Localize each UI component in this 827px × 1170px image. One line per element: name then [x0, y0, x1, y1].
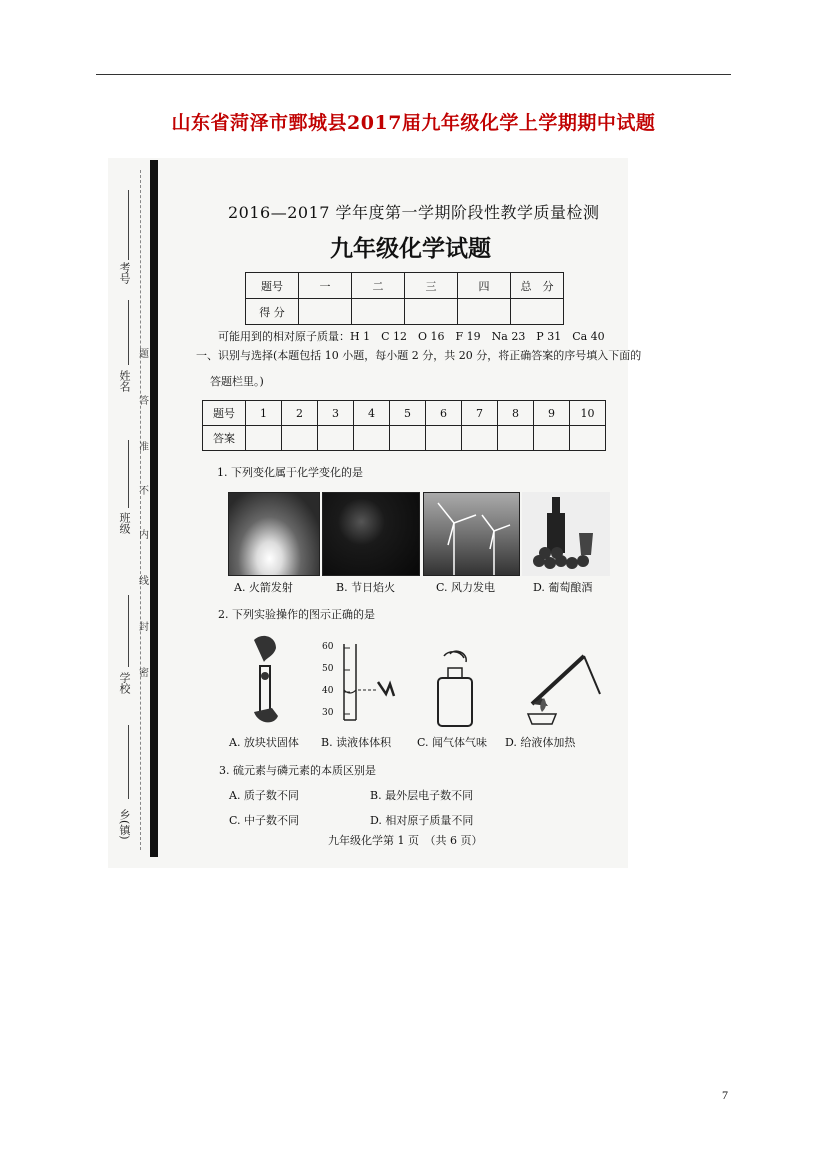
atomic-masses: 可能用到的相对原子质量：H 1 C 12 O 16 F 19 Na 23 P 31 Ca 40 [218, 330, 605, 343]
score-table-header: 四 [458, 273, 511, 299]
cylinder-tick-label: 50 [322, 664, 334, 674]
answer-cell [354, 426, 390, 451]
section1-instructions-cont: 答题栏里。) [210, 375, 264, 388]
answer-cell [246, 426, 282, 451]
score-row-label: 得 分 [246, 299, 299, 325]
answer-cell [462, 426, 498, 451]
seal-char: 封 [139, 622, 149, 633]
binding-margin-line [150, 160, 158, 857]
margin-field-class: 班级 [118, 512, 131, 534]
question-number: 6 [426, 401, 462, 426]
question-1-text: 1. 下列变化属于化学变化的是 [217, 466, 363, 479]
score-cell [458, 299, 511, 325]
header-rule [96, 74, 731, 75]
township-line [128, 725, 129, 799]
question-3-text: 3. 硫元素与磷元素的本质区别是 [219, 764, 376, 777]
question-number: 9 [534, 401, 570, 426]
exam-page-footer: 九年级化学第 1 页 （共 6 页） [328, 834, 483, 847]
class-line [128, 440, 129, 508]
score-table-header: 一 [299, 273, 352, 299]
school-line [128, 595, 129, 667]
answer-row-label: 答案 [203, 426, 246, 451]
answer-cell [570, 426, 606, 451]
question-number: 2 [282, 401, 318, 426]
score-table-header: 题号 [246, 273, 299, 299]
q2-option-c: C. 闻气体气味 [417, 736, 488, 749]
q3-option-d: D. 相对原子质量不同 [370, 814, 474, 827]
exam-number-line [128, 190, 129, 260]
exam-subtitle: 2016—2017 学年度第一学期阶段性教学质量检测 [228, 203, 600, 222]
question-number: 3 [318, 401, 354, 426]
question-number: 8 [498, 401, 534, 426]
seal-char: 准 [139, 442, 149, 453]
q1-option-a: A. 火箭发射 [234, 581, 293, 594]
answer-table-header: 题号 [203, 401, 246, 426]
margin-field-name: 姓名 [118, 370, 131, 392]
page-number: 7 [722, 1088, 728, 1102]
q3-option-b: B. 最外层电子数不同 [370, 789, 474, 802]
seal-char: 题 [139, 349, 149, 360]
answer-cell [318, 426, 354, 451]
answer-cell [498, 426, 534, 451]
seal-char: 不 [139, 486, 149, 497]
score-cell [352, 299, 405, 325]
q2-option-b: B. 读液体体积 [321, 736, 392, 749]
seal-char: 线 [139, 576, 149, 587]
seal-char: 答 [139, 396, 149, 407]
cylinder-tick-label: 40 [322, 686, 334, 696]
cylinder-tick-label: 30 [322, 708, 334, 718]
margin-field-school: 学校 [118, 672, 131, 694]
grape-wine-image [522, 492, 610, 576]
q1-option-d: D. 葡萄酿酒 [533, 581, 593, 594]
score-table [245, 272, 564, 325]
score-table-header: 三 [405, 273, 458, 299]
q3-option-a: A. 质子数不同 [229, 789, 299, 802]
margin-field-township: 乡(镇) [118, 808, 131, 840]
score-table-header: 二 [352, 273, 405, 299]
seal-char: 内 [139, 530, 149, 541]
score-cell [511, 299, 564, 325]
q1-option-b: B. 节日焰火 [336, 581, 396, 594]
score-table-header: 总 分 [511, 273, 564, 299]
margin-field-exam-number: 考号 [118, 262, 131, 284]
exam-title: 九年级化学试题 [330, 236, 491, 262]
name-line [128, 300, 129, 365]
rocket-launch-image [228, 492, 320, 576]
score-cell [299, 299, 352, 325]
score-cell [405, 299, 458, 325]
heating-liquid-illustration [522, 648, 612, 726]
wind-power-image [423, 492, 520, 576]
fireworks-image [322, 492, 420, 576]
answer-cell [534, 426, 570, 451]
binding-dashed-line [140, 170, 141, 850]
document-title: 山东省菏泽市鄄城县2017届九年级化学上学期期中试题 [171, 112, 656, 134]
question-number: 1 [246, 401, 282, 426]
q1-option-c: C. 风力发电 [436, 581, 496, 594]
answer-table [202, 400, 606, 451]
answer-cell [426, 426, 462, 451]
q3-option-c: C. 中子数不同 [229, 814, 300, 827]
cylinder-tick-label: 60 [322, 642, 334, 652]
test-tube-solid-illustration [240, 632, 290, 728]
answer-cell [282, 426, 318, 451]
question-number: 4 [354, 401, 390, 426]
q2-option-d: D. 给液体加热 [505, 736, 576, 749]
answer-cell [390, 426, 426, 451]
gas-bottle-illustration [430, 650, 480, 730]
q2-option-a: A. 放块状固体 [229, 736, 299, 749]
seal-char: 密 [139, 668, 149, 679]
question-2-text: 2. 下列实验操作的图示正确的是 [218, 608, 375, 621]
section1-instructions: 一、识别与选择(本题包括 10 小题，每小题 2 分，共 20 分，将正确答案的序号填入下面的 [196, 349, 642, 362]
question-number: 7 [462, 401, 498, 426]
question-number: 5 [390, 401, 426, 426]
question-number: 10 [570, 401, 606, 426]
